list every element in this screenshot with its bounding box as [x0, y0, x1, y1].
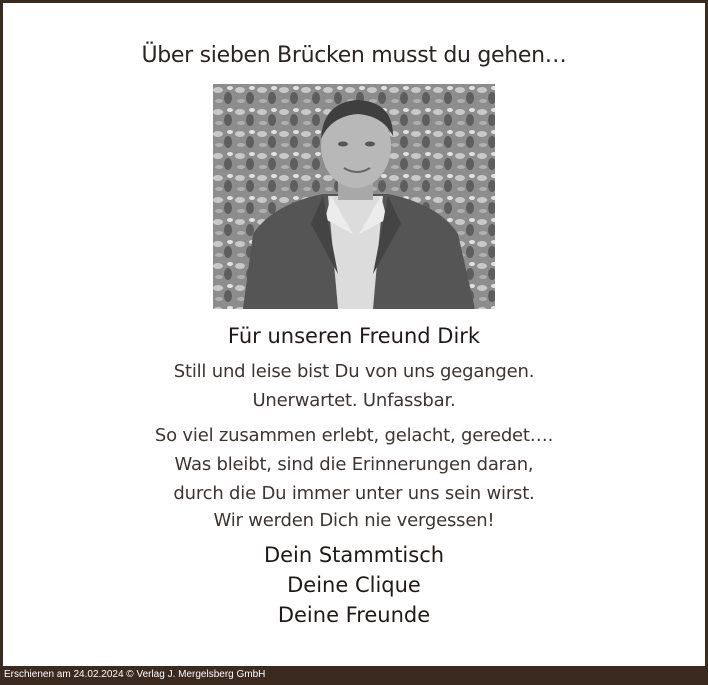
verse-block-1	[3, 357, 705, 415]
verse-line: Wir werden Dich nie vergessen!	[213, 510, 495, 531]
verse-block-2	[3, 421, 705, 508]
signature-block	[3, 540, 705, 630]
verse-line: Was bleibt, sind die Erinnerungen daran,	[174, 454, 534, 475]
obituary-card	[3, 3, 705, 666]
portrait-photo	[213, 84, 495, 309]
signature-line: Deine Freunde	[277, 603, 431, 627]
signature-line: Dein Stammtisch	[263, 543, 445, 567]
verse-line: So viel zusammen erlebt, gelacht, geredet….	[154, 425, 554, 446]
verse-block-3	[3, 506, 705, 535]
verse-line: durch die Du immer unter uns sein wirst.	[173, 483, 535, 504]
publication-footer: Erschienen am 24.02.2024 © Verlag J. Mergelsberg GmbH	[4, 669, 266, 680]
signature-line: Deine Clique	[287, 573, 421, 597]
verse-line: Still und leise bist Du von uns gegangen.	[173, 361, 535, 382]
verse-line: Unerwartet. Unfassbar.	[252, 390, 456, 411]
dedication-line: Für unseren Freund Dirk	[227, 324, 481, 348]
heading-quote: Über sieben Brücken musst du gehen…	[141, 43, 567, 68]
